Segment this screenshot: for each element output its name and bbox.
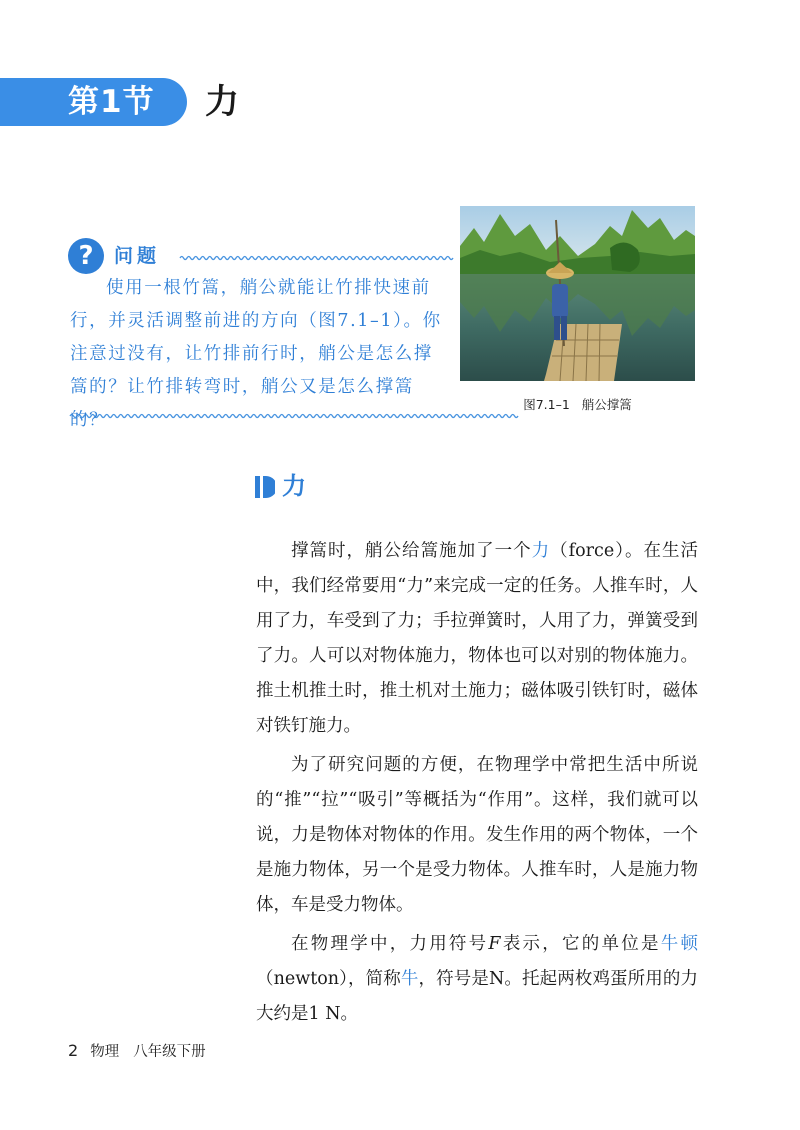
term-newton: 牛顿 [660, 934, 699, 954]
subheading-marker-icon [255, 476, 275, 498]
p3-part1: 在物理学中，力用符号 [291, 934, 489, 954]
footer-subject: 物理 [90, 1044, 120, 1060]
p3-part2: 表示，它的单位是 [500, 934, 661, 954]
paragraph-1 [256, 534, 698, 744]
paragraph-3 [256, 927, 698, 1032]
page-footer [68, 1040, 220, 1061]
footer-book: 八年级下册 [133, 1044, 206, 1060]
figure-label: 图7.1–1 [523, 397, 570, 412]
figure-caption [460, 395, 695, 413]
term-force: 力 [531, 541, 551, 561]
force-symbol: F [488, 934, 501, 954]
p1-text-after: （force）。在生活中，我们经常要用“力”来完成一定的任务。人推车时，人用了力，车受到了力；手拉弹簧时，人用了力，弹簧受到了力。人可以对物体施力，物体也可以对别的物体施力。推土机推土时，推土机对土施力；磁体吸引铁钉时，磁体对铁钉施力。 [256, 541, 699, 736]
p1-text-before: 撑篙时，艄公给篙施加了一个 [291, 541, 532, 561]
p3-part4: ，符号是N。托起两枚鸡蛋所用的力大约是1 N。 [256, 969, 699, 1024]
body-text [256, 534, 698, 1036]
page-number: 2 [68, 1041, 79, 1060]
question-label: 问题 [114, 245, 161, 267]
subheading: 力 [282, 472, 306, 500]
question-mark-icon: ? [68, 238, 104, 274]
boatman-raft-photo [460, 206, 695, 381]
section-title: 力 [205, 82, 239, 122]
figure-caption-text: 艄公撑篙 [581, 397, 632, 412]
term-niu: 牛 [400, 969, 419, 989]
paragraph-2: 为了研究问题的方便，在物理学中常把生活中所说的“推”“拉”“吸引”等概括为“作用”。这样，我们就可以说，力是物体对物体的作用。发生作用的两个物体，一个是施力物体，另一个是受力物体。人推车时，人是施力物体，车是受力物体。 [256, 755, 698, 915]
question-text: 使用一根竹篙，艄公就能让竹排快速前行，并灵活调整前进的方向（图7.1–1）。你注意过没有，让竹排前行时，艄公是怎么撑篙的？让竹排转弯时，艄公又是怎么撑篙的？ [70, 278, 442, 430]
p3-part3: （newton），简称 [256, 969, 401, 989]
section-number: 第1节 [68, 84, 155, 120]
